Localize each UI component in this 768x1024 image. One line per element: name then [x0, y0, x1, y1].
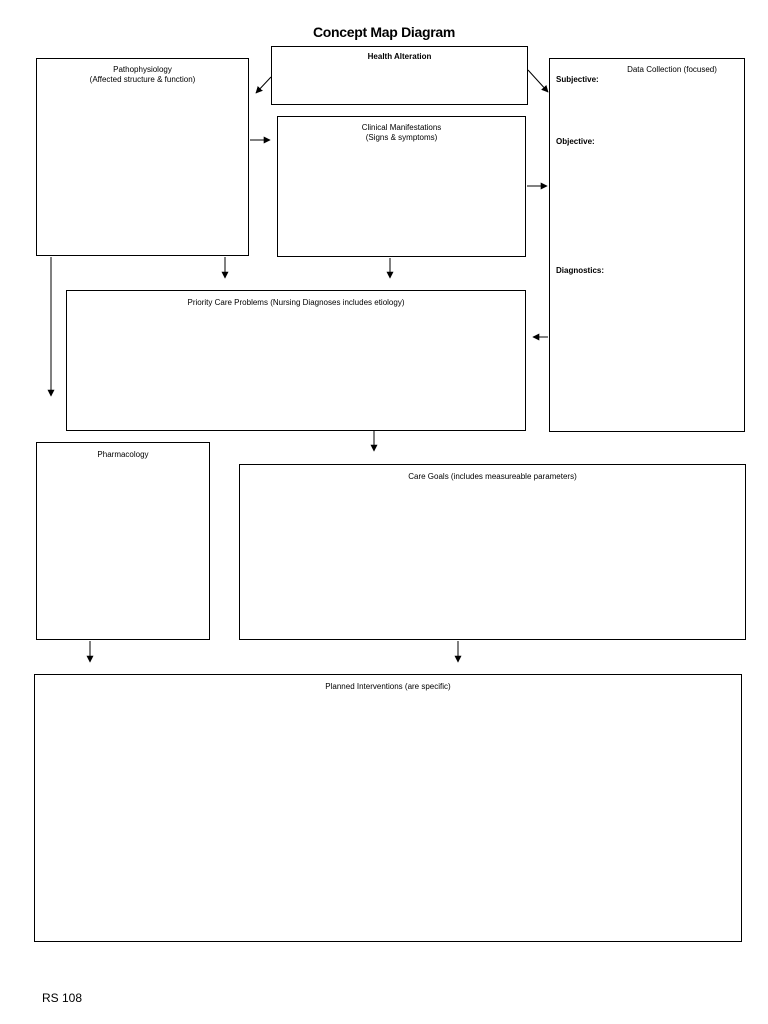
form-code: RS 108: [42, 991, 83, 1005]
arrow-health-to-data-collection: [528, 70, 548, 92]
pathophysiology-label: Pathophysiology: [113, 65, 172, 74]
pathophysiology-sublabel: (Affected structure & function): [89, 74, 196, 84]
clinical-manifestations-sublabel: (Signs & symptoms): [365, 132, 438, 142]
objective-label: Objective:: [556, 137, 595, 146]
priority-care-problems-label: Priority Care Problems (Nursing Diagnoses includes etiology): [187, 298, 405, 307]
diagnostics-label: Diagnostics:: [556, 266, 605, 275]
diagram-title: Concept Map Diagram: [312, 24, 456, 40]
arrow-health-to-pathophysiology: [256, 77, 271, 93]
data-collection-title: Data Collection (focused): [627, 65, 717, 74]
care-goals-label: Care Goals (includes measureable parameters): [408, 472, 577, 481]
health-alteration-label: Health Alteration: [367, 52, 432, 61]
clinical-manifestations-label: Clinical Manifestations: [361, 123, 442, 132]
pharmacology-label: Pharmacology: [97, 450, 149, 459]
subjective-label: Subjective:: [556, 75, 599, 84]
planned-interventions-label: Planned Interventions (are specific): [325, 682, 451, 691]
